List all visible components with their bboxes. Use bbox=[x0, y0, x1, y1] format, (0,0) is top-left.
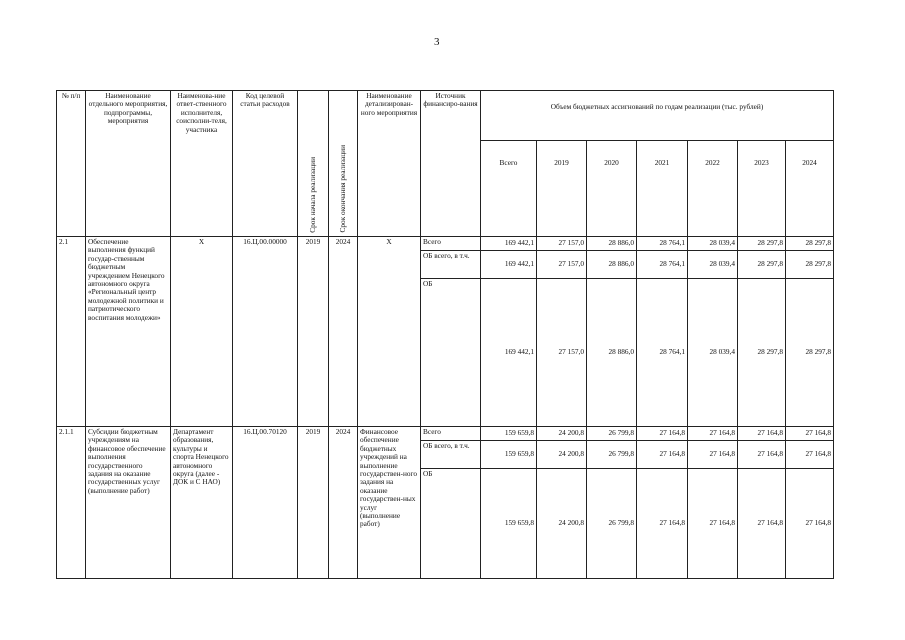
value-cell: 28 764,1 bbox=[637, 251, 688, 279]
value-cell: 27 164,8 bbox=[738, 441, 786, 469]
header-year: 2024 bbox=[786, 141, 834, 237]
header-num: № п/п bbox=[57, 91, 86, 237]
value-cell: 28 886,0 bbox=[587, 237, 637, 251]
row-end: 2024 bbox=[329, 427, 358, 579]
header-start-text: Срок начала реализации bbox=[307, 156, 317, 233]
row-code: 16.Ц.00.00000 bbox=[233, 237, 298, 427]
row-executor: Х bbox=[171, 237, 233, 427]
value-cell: 159 659,8 bbox=[481, 441, 537, 469]
row-num: 2.1 bbox=[57, 237, 86, 427]
value-cell: 24 200,8 bbox=[537, 441, 587, 469]
row-end: 2024 bbox=[329, 237, 358, 427]
value-cell: 27 157,0 bbox=[537, 251, 587, 279]
header-year: 2021 bbox=[637, 141, 688, 237]
value-cell: 24 200,8 bbox=[537, 469, 587, 579]
budget-table bbox=[56, 90, 834, 579]
source-label: ОБ всего, в т.ч. bbox=[421, 441, 481, 469]
value-cell: 27 164,8 bbox=[688, 441, 738, 469]
row-start: 2019 bbox=[298, 237, 329, 427]
value-cell: 27 157,0 bbox=[537, 279, 587, 427]
value-cell: 28 886,0 bbox=[587, 251, 637, 279]
value-cell: 26 799,8 bbox=[587, 427, 637, 441]
value-cell: 28 297,8 bbox=[786, 279, 834, 427]
value-cell: 28 297,8 bbox=[738, 237, 786, 251]
row-detail: Х bbox=[358, 237, 421, 427]
value-cell: 26 799,8 bbox=[587, 441, 637, 469]
page-number: 3 bbox=[434, 36, 440, 48]
header-end bbox=[329, 91, 358, 237]
header-detail: Наименование детализирован-ного мероприятия bbox=[358, 91, 421, 237]
value-cell: 27 157,0 bbox=[537, 237, 587, 251]
header-row bbox=[57, 91, 834, 141]
header-source: Источник финансиро-вания bbox=[421, 91, 481, 237]
value-cell: 27 164,8 bbox=[786, 469, 834, 579]
value-cell: 28 886,0 bbox=[587, 279, 637, 427]
value-cell: 28 039,4 bbox=[688, 279, 738, 427]
value-cell: 159 659,8 bbox=[481, 469, 537, 579]
table-row bbox=[57, 427, 834, 441]
source-label: Всего bbox=[421, 427, 481, 441]
table-row bbox=[57, 237, 834, 251]
header-end-text: Срок окончания реализации bbox=[337, 145, 347, 233]
value-cell: 27 164,8 bbox=[688, 469, 738, 579]
header-executor: Наименова-ние ответ-ственного исполнителя, соисполни-теля, участника bbox=[171, 91, 233, 237]
header-year: 2022 bbox=[688, 141, 738, 237]
value-cell: 27 164,8 bbox=[688, 427, 738, 441]
header-year: 2019 bbox=[537, 141, 587, 237]
source-label: ОБ bbox=[421, 279, 481, 427]
header-year: 2023 bbox=[738, 141, 786, 237]
value-cell: 27 164,8 bbox=[738, 469, 786, 579]
value-cell: 28 297,8 bbox=[786, 251, 834, 279]
value-cell: 24 200,8 bbox=[537, 427, 587, 441]
header-total: Всего bbox=[481, 141, 537, 237]
value-cell: 28 039,4 bbox=[688, 251, 738, 279]
value-cell: 27 164,8 bbox=[786, 427, 834, 441]
value-cell: 28 297,8 bbox=[738, 279, 786, 427]
header-start bbox=[298, 91, 329, 237]
value-cell: 27 164,8 bbox=[637, 427, 688, 441]
value-cell: 28 297,8 bbox=[786, 237, 834, 251]
header-name: Наименование отдельного мероприятия, подпрограммы, мероприятия bbox=[86, 91, 171, 237]
source-label: ОБ bbox=[421, 469, 481, 579]
value-cell: 28 764,1 bbox=[637, 237, 688, 251]
source-label: ОБ всего, в т.ч. bbox=[421, 251, 481, 279]
row-name: Обеспечение выполнения функций государ-ственным бюджетным учреждением Ненецкого автономного округа «Региональный центр молодежной политики и патриотического воспитания молодежи» bbox=[86, 237, 171, 427]
header-budget: Объем бюджетных ассигнований по годам реализации (тыс. рублей) bbox=[481, 91, 834, 141]
source-label: Всего bbox=[421, 237, 481, 251]
value-cell: 28 039,4 bbox=[688, 237, 738, 251]
value-cell: 27 164,8 bbox=[738, 427, 786, 441]
row-name: Субсидии бюджетным учреждениям на финансовое обеспечение выполнения государственного задания на оказание государственных услуг (выполнение работ) bbox=[86, 427, 171, 579]
value-cell: 27 164,8 bbox=[637, 469, 688, 579]
row-detail: Финансовое обеспечение бюджетных учреждений на выполнение государствен-ного задания на оказание государствен-ных услуг (выполнение работ) bbox=[358, 427, 421, 579]
row-start: 2019 bbox=[298, 427, 329, 579]
value-cell: 169 442,1 bbox=[481, 251, 537, 279]
value-cell: 159 659,8 bbox=[481, 427, 537, 441]
value-cell: 169 442,1 bbox=[481, 279, 537, 427]
value-cell: 28 297,8 bbox=[738, 251, 786, 279]
header-code: Код целевой статьи расходов bbox=[233, 91, 298, 237]
value-cell: 169 442,1 bbox=[481, 237, 537, 251]
row-code: 16.Ц.00.70120 bbox=[233, 427, 298, 579]
value-cell: 26 799,8 bbox=[587, 469, 637, 579]
value-cell: 28 764,1 bbox=[637, 279, 688, 427]
value-cell: 27 164,8 bbox=[637, 441, 688, 469]
header-year: 2020 bbox=[587, 141, 637, 237]
row-num: 2.1.1 bbox=[57, 427, 86, 579]
value-cell: 27 164,8 bbox=[786, 441, 834, 469]
row-executor: Департамент образования, культуры и спорта Ненецкого автономного округа (далее - ДОК и С НАО) bbox=[171, 427, 233, 579]
